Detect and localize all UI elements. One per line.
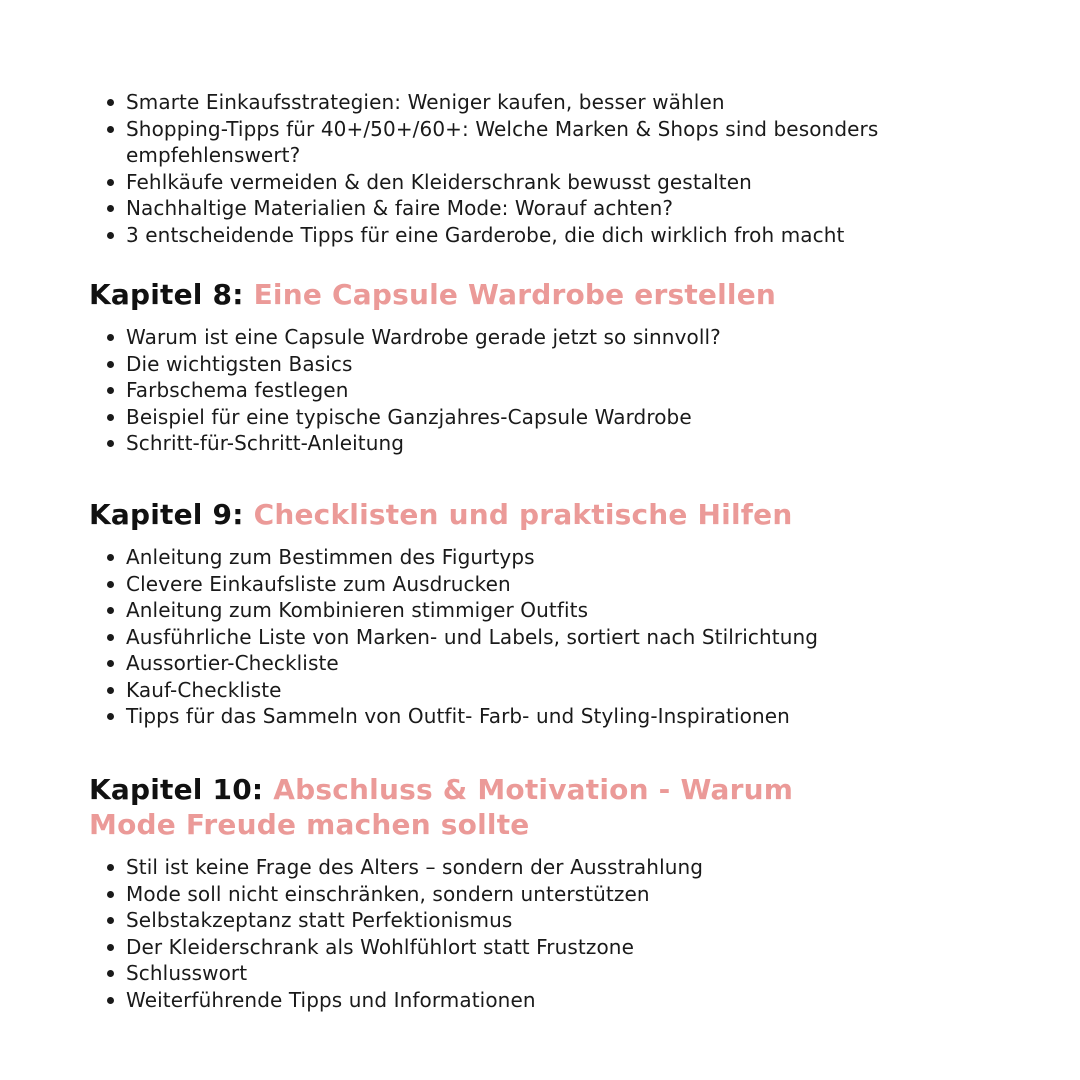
list-item: Clevere Einkaufsliste zum Ausdrucken <box>104 571 1004 598</box>
list-item: Schritt-für-Schritt-Anleitung <box>104 430 1004 457</box>
list-item: Mode soll nicht einschränken, sondern unterstützen <box>104 881 1004 908</box>
list-item: Warum ist eine Capsule Wardrobe gerade jetzt so sinnvoll? <box>104 324 1004 351</box>
list-item: Tipps für das Sammeln von Outfit- Farb- und Styling-Inspirationen <box>104 703 1004 730</box>
list-item: Shopping-Tipps für 40+/50+/60+: Welche Marken & Shops sind besonders empfehlenswert? <box>104 116 1004 169</box>
list-item: Anleitung zum Kombinieren stimmiger Outfits <box>104 597 1004 624</box>
chapter-9-bullet-list <box>104 544 1004 730</box>
chapter-8-label: Kapitel 8: <box>89 278 254 311</box>
list-item: Smarte Einkaufsstrategien: Weniger kaufen, besser wählen <box>104 89 1004 116</box>
list-item: Fehlkäufe vermeiden & den Kleiderschrank bewusst gestalten <box>104 169 1004 196</box>
list-item: Weiterführende Tipps und Informationen <box>104 987 1004 1014</box>
list-item: Beispiel für eine typische Ganzjahres-Capsule Wardrobe <box>104 404 1004 431</box>
chapter-9-title: Checklisten und praktische Hilfen <box>253 498 793 531</box>
list-item: Die wichtigsten Basics <box>104 351 1004 378</box>
list-item: Selbstakzeptanz statt Perfektionismus <box>104 907 1004 934</box>
chapter-9-heading <box>89 497 989 532</box>
list-item: Farbschema festlegen <box>104 377 1004 404</box>
intro-bullet-list <box>104 89 1004 248</box>
chapter-10-bullet-list <box>104 854 1004 1013</box>
chapter-10-heading <box>89 772 889 842</box>
chapter-8-bullet-list <box>104 324 1004 457</box>
chapter-8-title: Eine Capsule Wardrobe erstellen <box>253 278 777 311</box>
list-item: Schlusswort <box>104 960 1004 987</box>
chapter-9-label: Kapitel 9: <box>89 498 254 531</box>
chapter-8-heading <box>89 277 989 312</box>
list-item: Anleitung zum Bestimmen des Figurtyps <box>104 544 1004 571</box>
chapter-10-title: Abschluss & Motivation - Warum Mode Freude machen sollte <box>89 773 794 841</box>
list-item: Ausführliche Liste von Marken- und Labels, sortiert nach Stilrichtung <box>104 624 1004 651</box>
list-item: Nachhaltige Materialien & faire Mode: Worauf achten? <box>104 195 1004 222</box>
list-item: Der Kleiderschrank als Wohlfühlort statt Frustzone <box>104 934 1004 961</box>
list-item: Stil ist keine Frage des Alters – sondern der Ausstrahlung <box>104 854 1004 881</box>
list-item: Kauf-Checkliste <box>104 677 1004 704</box>
list-item: Aussortier-Checkliste <box>104 650 1004 677</box>
chapter-10-label: Kapitel 10: <box>89 773 274 806</box>
list-item: 3 entscheidende Tipps für eine Garderobe, die dich wirklich froh macht <box>104 222 1004 249</box>
